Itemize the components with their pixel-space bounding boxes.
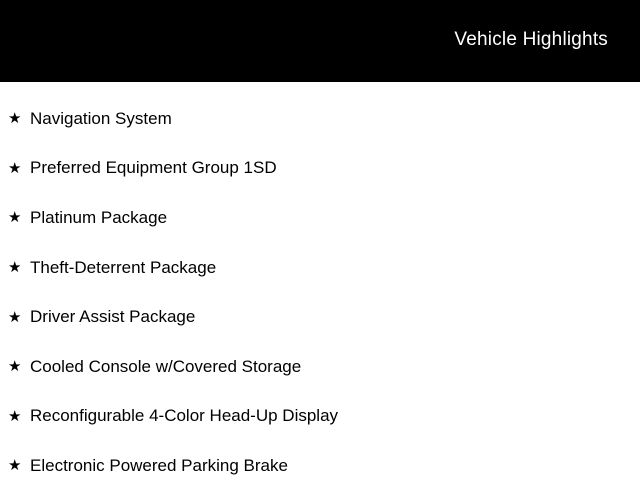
list-item: [0, 193, 640, 243]
list-item-label: Platinum Package: [30, 207, 168, 227]
list-item: [0, 441, 640, 491]
list-item: [0, 243, 640, 293]
star-icon: ★: [8, 110, 22, 128]
list-item-label: Navigation System: [30, 108, 172, 128]
list-item-label: Preferred Equipment Group 1SD: [30, 158, 277, 178]
list-item-label: Electronic Powered Parking Brake: [30, 455, 288, 475]
star-icon: ★: [8, 209, 22, 227]
list-item: [0, 392, 640, 442]
list-item-label: Reconfigurable 4-Color Head-Up Display: [30, 406, 339, 426]
page-title: Vehicle Highlights: [454, 29, 608, 50]
list-item-label: Cooled Console w/Covered Storage: [30, 356, 302, 376]
star-icon: ★: [8, 308, 22, 326]
list-item: [0, 292, 640, 342]
list-item: [0, 94, 640, 144]
star-icon: ★: [8, 259, 22, 277]
list-item: [0, 144, 640, 194]
header-bar: [0, 0, 640, 82]
list-item-label: Driver Assist Package: [30, 307, 196, 327]
star-icon: ★: [8, 457, 22, 475]
vehicle-highlights-list: [0, 82, 640, 491]
list-item-label: Theft-Deterrent Package: [30, 257, 217, 277]
list-item: [0, 342, 640, 392]
star-icon: ★: [8, 159, 22, 177]
star-icon: ★: [8, 407, 22, 425]
star-icon: ★: [8, 358, 22, 376]
